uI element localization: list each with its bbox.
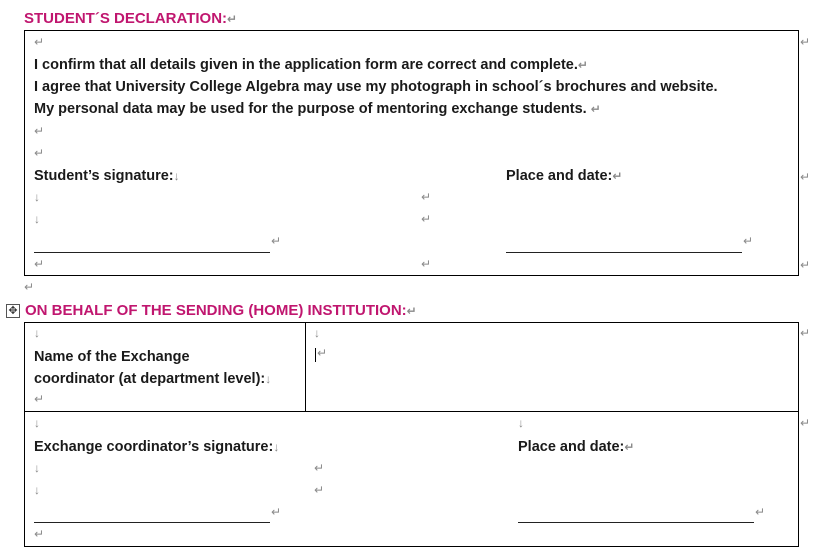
student-place-date-line[interactable] — [506, 252, 742, 254]
student-place-date-label: Place and date:↵ — [506, 168, 623, 184]
cell-end-mark: ↵ — [800, 170, 811, 184]
paragraph-mark: ↵ — [421, 190, 432, 204]
coordinator-name-label: Name of the Exchange — [34, 349, 190, 365]
paragraph-mark: ↵ — [34, 527, 45, 541]
paragraph-mark: ↵ — [314, 461, 325, 475]
coordinator-place-date-label: Place and date:↵ — [518, 439, 635, 455]
coordinator-name-label-line2: coordinator (at department level):↓ — [34, 371, 272, 387]
cell-end-mark: ↵ — [800, 416, 811, 430]
coordinator-signature-label: Exchange coordinator’s signature:↓ — [34, 439, 280, 455]
line-break-mark: ↓ — [34, 212, 40, 226]
coordinator-signature-line[interactable] — [34, 522, 270, 524]
paragraph-mark: ↵ — [34, 124, 45, 138]
line-break-mark: ↓ — [34, 483, 40, 497]
paragraph-mark: ↵ — [421, 257, 432, 271]
line-break-mark: ↓ — [314, 326, 320, 340]
line-break-mark: ↓ — [34, 416, 40, 430]
line-break-mark: ↓ — [34, 461, 40, 475]
paragraph-mark: ↵ — [34, 146, 45, 160]
paragraph-mark: ↵ — [34, 35, 45, 49]
paragraph-mark: ↵ — [755, 505, 766, 519]
paragraph-mark: ↵ — [227, 12, 238, 26]
cell-end-mark: ↵ — [800, 258, 811, 272]
student-signature-label: Student’s signature:↓ — [34, 168, 180, 184]
line-break-mark: ↓ — [518, 416, 524, 430]
paragraph-mark: ↵ — [34, 257, 45, 271]
text-cursor — [315, 348, 316, 362]
cell-end-mark: ↵ — [800, 326, 811, 340]
paragraph-mark: ↵ — [271, 505, 282, 519]
coordinator-place-date-line[interactable] — [518, 522, 754, 524]
declaration-line-3: My personal data may be used for the purpose of mentoring exchange students. ↵ — [34, 101, 601, 117]
cell-end-mark: ↵ — [800, 35, 811, 49]
paragraph-mark: ↵ — [271, 234, 282, 248]
declaration-line-2: I agree that University College Algebra may use my photograph in school´s brochures and website. — [34, 79, 718, 95]
table-move-handle-icon[interactable]: ✥ — [6, 304, 20, 318]
paragraph-mark: ↵ — [314, 483, 325, 497]
paragraph-mark: ↵ — [34, 392, 45, 406]
paragraph-mark: ↵ — [421, 212, 432, 226]
declaration-line-1: I confirm that all details given in the application form are correct and complete.↵ — [34, 57, 588, 73]
table-row-divider — [24, 411, 799, 412]
paragraph-mark: ↵ — [743, 234, 754, 248]
line-break-mark: ↓ — [34, 190, 40, 204]
coordinator-name-field[interactable]: ↵ — [317, 346, 328, 360]
student-declaration-heading: STUDENT´S DECLARATION:↵ — [24, 10, 238, 27]
student-signature-line[interactable] — [34, 252, 270, 254]
table-column-divider — [305, 322, 306, 412]
sending-institution-heading: ON BEHALF OF THE SENDING (HOME) INSTITUTION:↵ — [25, 302, 417, 319]
line-break-mark: ↓ — [34, 326, 40, 340]
paragraph-mark: ↵ — [24, 280, 35, 294]
